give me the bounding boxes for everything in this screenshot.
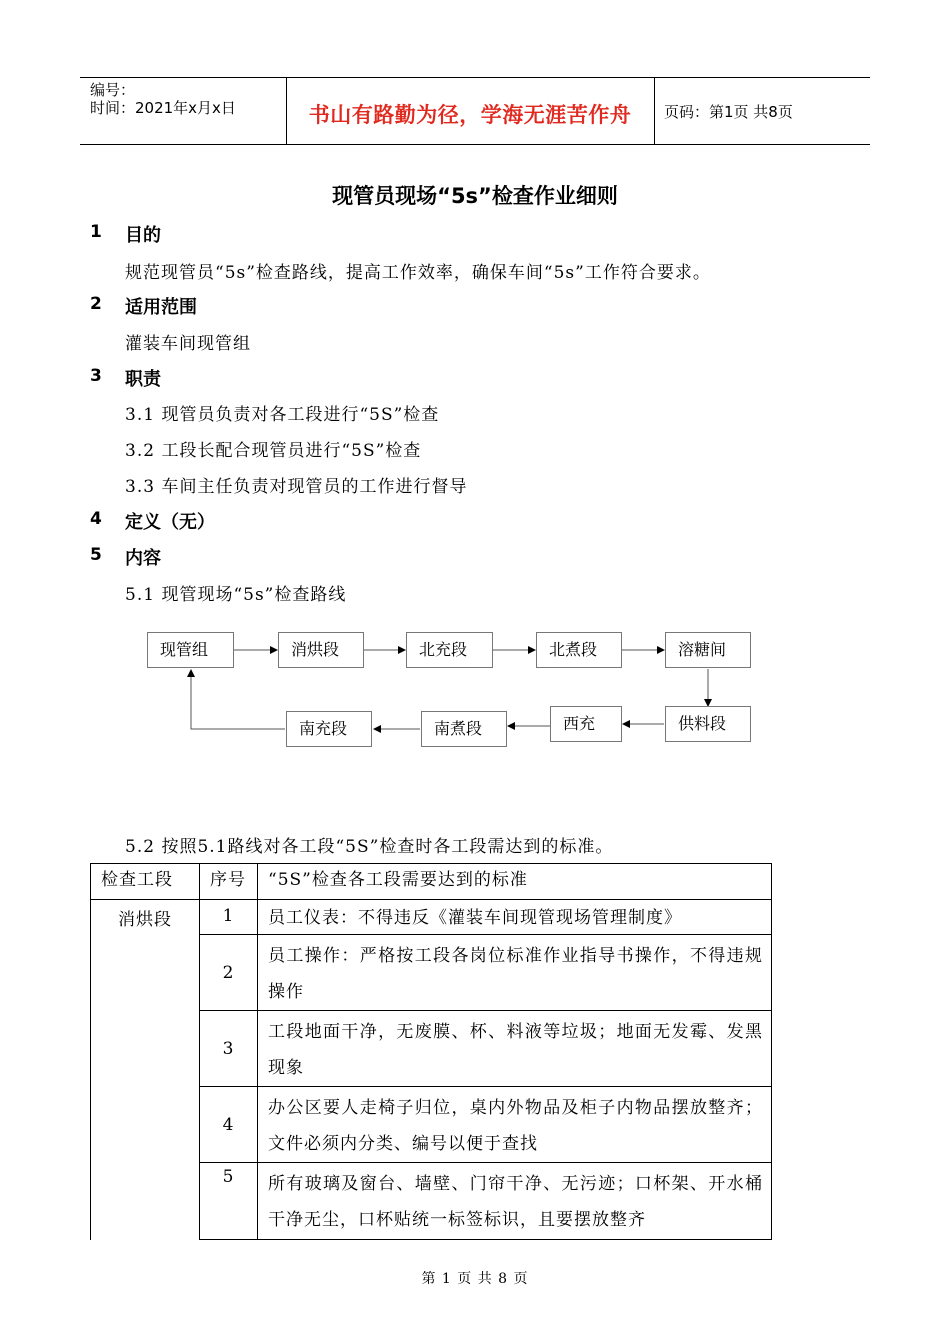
table-standard-cell: 员工仪表：不得违反《灌装车间现管现场管理制度》 [258,900,772,935]
standards-table [90,863,772,1240]
table-standard-cell: 所有玻璃及窗台、墙壁、门帘干净、无污迹；口杯架、开水桶干净无尘，口杯贴统一标签标识，且要摆放整齐 [258,1163,772,1240]
section-4-number: 4 [90,509,102,529]
flow-node-供料段: 供料段 [665,706,751,742]
table-header-stage: 检查工段 [91,864,200,900]
table-header-row [91,864,772,900]
section-3-number: 3 [90,366,102,386]
flow-node-溶糖间: 溶糖间 [665,632,751,668]
section-5-2-heading: 5.2 按照5.1路线对各工段“5S”检查时各工段需达到的标准。 [125,837,614,857]
document-title: 现管员现场“5s”检查作业细则 [332,184,618,208]
section-1-title: 目的 [125,225,161,246]
header-code-label: 编号： [90,81,136,99]
table-seq-cell: 2 [200,935,258,1011]
table-seq-cell: 5 [200,1163,258,1240]
section-3-item-2: 3.2 工段长配合现管员进行“5S”检查 [125,441,422,461]
section-2-title: 适用范围 [125,297,197,318]
section-1-text: 规范现管员“5s”检查路线，提高工作效率，确保车间“5s”工作符合要求。 [125,263,711,283]
table-standard-cell: 办公区要人走椅子归位，桌内外物品及柜子内物品摆放整齐；文件必须内分类、编号以便于查找 [258,1087,772,1163]
flow-node-南煮段: 南煮段 [421,711,507,747]
flow-node-北煮段: 北煮段 [536,632,622,668]
header-motto: 书山有路勤为径，学海无涯苦作舟 [308,102,632,127]
section-3-item-1: 3.1 现管员负责对各工段进行“5S”检查 [125,405,440,425]
flow-node-西充: 西充 [550,706,622,742]
table-seq-cell: 1 [200,900,258,935]
table-seq-cell: 4 [200,1087,258,1163]
flow-node-北充段: 北充段 [406,632,493,668]
page-footer: 第 1 页 共 8 页 [421,1271,529,1287]
section-5-number: 5 [90,545,102,565]
header-time: 时间：2021年x月x日 [90,99,236,117]
section-3-item-3: 3.3 车间主任负责对现管员的工作进行督导 [125,477,468,497]
flow-node-现管组: 现管组 [147,632,234,668]
table-standard-cell: 员工操作：严格按工段各岗位标准作业指导书操作，不得违规操作 [258,935,772,1011]
section-5-1-heading: 5.1 现管现场“5s”检查路线 [125,585,347,605]
flow-node-消烘段: 消烘段 [278,632,364,668]
section-3-title: 职责 [125,369,161,390]
table-header-seq: 序号 [200,864,258,900]
section-2-number: 2 [90,294,102,314]
header-page-number: 页码：第1页 共8页 [664,103,793,121]
table-header-standard: “5S”检查各工段需要达到的标准 [258,864,772,900]
section-4-title: 定义（无） [125,512,215,533]
section-2-text: 灌装车间现管组 [125,334,251,354]
arrow-return [191,670,285,729]
section-1-number: 1 [90,222,102,242]
table-standard-cell: 工段地面干净，无废膜、杯、料液等垃圾；地面无发霉、发黑现象 [258,1011,772,1087]
flow-node-南充段: 南充段 [286,711,372,747]
section-5-title: 内容 [125,548,161,569]
table-stage-cell: 消烘段 [91,900,200,1240]
table-seq-cell: 3 [200,1011,258,1087]
table-row [91,900,772,935]
